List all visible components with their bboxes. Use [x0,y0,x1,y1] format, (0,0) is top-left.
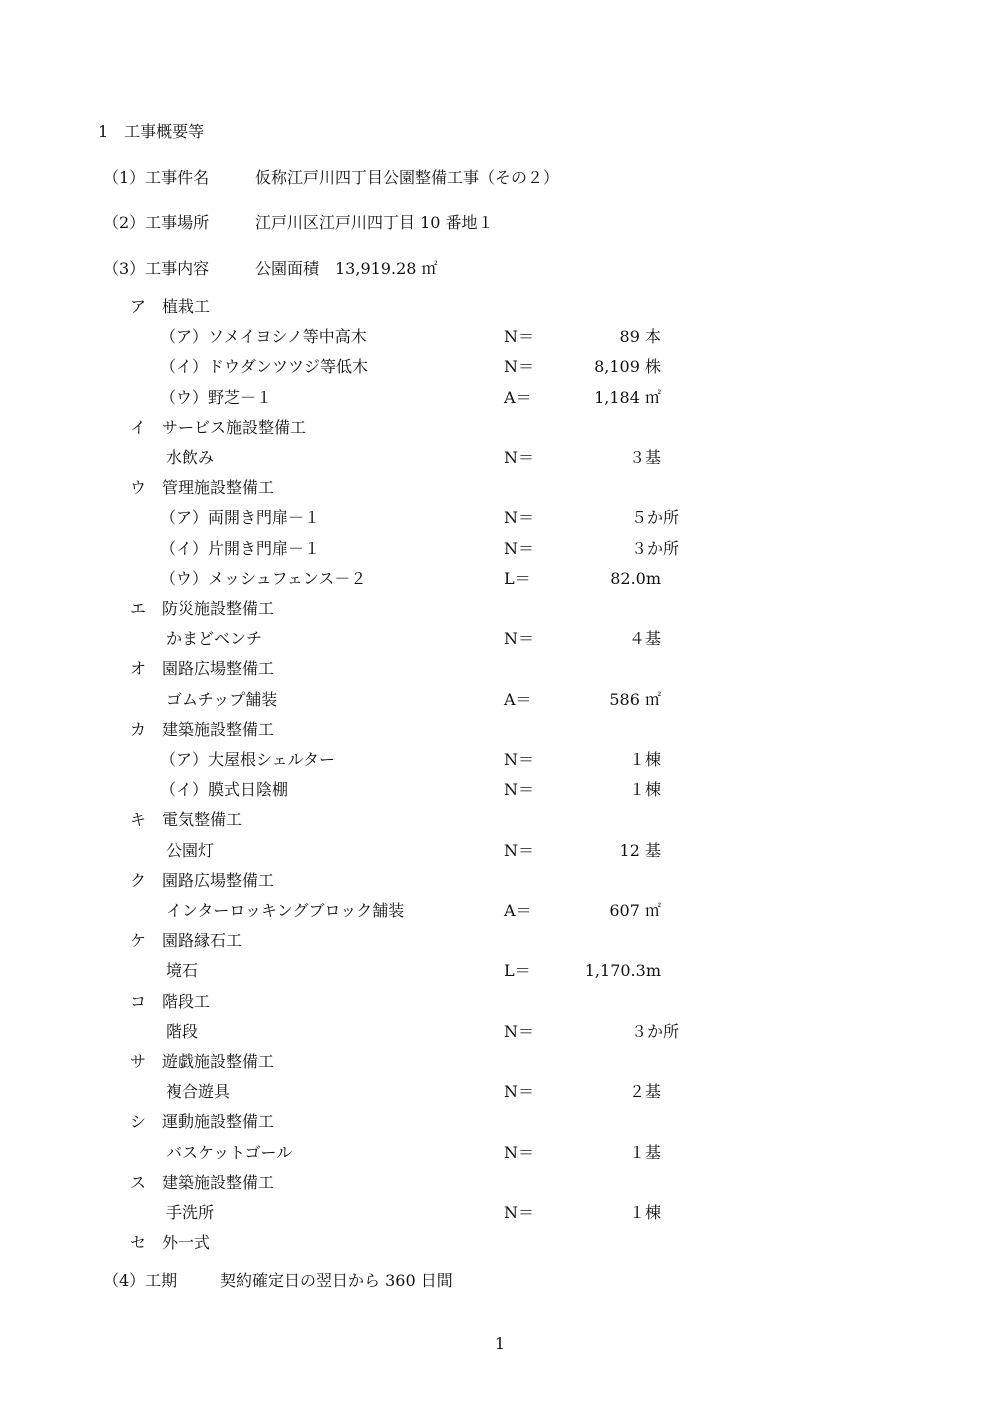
work-item-name: かまどベンチ [166,629,263,648]
project-location-value: 江戸川区江戸川四丁目 10 番地１ [255,213,494,232]
quantity-symbol: L＝ [504,569,531,588]
quantity-value: １棟 [628,1203,661,1222]
quantity-symbol: N＝ [504,1022,535,1041]
project-name-label: （1）工事件名 [103,168,210,187]
quantity-symbol: N＝ [504,750,535,769]
section-title: 1 工事概要等 [98,122,205,141]
work-item-name: 公園灯 [166,841,215,860]
quantity-symbol: N＝ [504,357,535,376]
quantity-symbol: L＝ [504,961,531,980]
project-content-value: 公園面積 13,919.28 ㎡ [255,259,438,278]
quantity-symbol: N＝ [504,508,535,527]
quantity-value: 1,170.3m [584,961,661,980]
quantity-symbol: N＝ [504,327,535,346]
work-item-name: （ア）大屋根シェルター [160,750,336,769]
work-item-name: 階段 [166,1022,199,1041]
category-heading: サ 遊戯施設整備工 [130,1052,275,1071]
quantity-value: 82.0m [610,569,661,588]
quantity-value: 586 ㎡ [609,690,661,709]
quantity-symbol: N＝ [504,539,535,558]
work-item-name: 水飲み [166,448,215,467]
quantity-value: ５か所 [630,508,679,527]
category-heading: ウ 管理施設整備工 [130,478,275,497]
category-heading: エ 防災施設整備工 [130,599,275,618]
quantity-value: ４基 [628,629,661,648]
category-heading: ケ 園路縁石工 [130,931,243,950]
work-item-name: 複合遊具 [166,1082,231,1101]
work-item-name: バスケットゴール [166,1143,293,1162]
quantity-value: ２基 [628,1082,661,1101]
quantity-value: 89 本 [619,327,661,346]
category-heading: オ 園路広場整備工 [130,659,275,678]
quantity-value: １棟 [628,780,661,799]
category-heading: ア 植栽工 [130,297,211,316]
quantity-value: 12 基 [619,841,661,860]
work-item-name: インターロッキングブロック舗装 [166,901,405,920]
work-item-name: （イ）ドウダンツツジ等低木 [160,357,369,376]
work-item-name: ゴムチップ舗装 [166,690,278,709]
category-heading: ク 園路広場整備工 [130,871,275,890]
category-heading: コ 階段工 [130,992,211,1011]
quantity-symbol: N＝ [504,841,535,860]
category-heading: セ 外一式 [130,1233,211,1252]
quantity-symbol: N＝ [504,1143,535,1162]
project-period-value: 契約確定日の翌日から 360 日間 [220,1271,453,1290]
category-heading: シ 運動施設整備工 [130,1112,275,1131]
work-item-name: （イ）片開き門扉－１ [160,539,321,558]
quantity-symbol: A＝ [504,690,532,709]
quantity-symbol: N＝ [504,629,535,648]
work-item-name: （ウ）メッシュフェンス－２ [160,569,367,588]
quantity-value: 8,109 株 [594,357,661,376]
page-number: 1 [494,1334,506,1353]
category-heading: カ 建築施設整備工 [130,720,275,739]
quantity-symbol: N＝ [504,1203,535,1222]
project-period-label: （4）工期 [103,1271,178,1290]
quantity-symbol: N＝ [504,1082,535,1101]
quantity-value: 607 ㎡ [609,901,661,920]
work-item-name: 境石 [166,961,199,980]
quantity-value: １棟 [628,750,661,769]
category-heading: キ 電気整備工 [130,810,243,829]
quantity-value: ３か所 [630,1022,679,1041]
work-item-name: （ア）両開き門扉－１ [160,508,321,527]
project-name-value: 仮称江戸川四丁目公園整備工事（その２） [255,168,560,187]
quantity-value: ３か所 [630,539,679,558]
category-heading: ス 建築施設整備工 [130,1173,275,1192]
quantity-value: ３基 [628,448,661,467]
quantity-symbol: N＝ [504,780,535,799]
quantity-symbol: A＝ [504,388,532,407]
work-item-name: （ウ）野芝－１ [160,388,273,407]
work-item-name: （ア）ソメイヨシノ等中高木 [160,327,367,346]
work-item-name: （イ）膜式日陰棚 [160,780,289,799]
project-location-label: （2）工事場所 [103,213,210,232]
quantity-value: 1,184 ㎡ [594,388,661,407]
quantity-value: １基 [628,1143,661,1162]
work-item-name: 手洗所 [166,1203,215,1222]
project-content-label: （3）工事内容 [103,259,210,278]
quantity-symbol: A＝ [504,901,532,920]
category-heading: イ サービス施設整備工 [130,418,307,437]
quantity-symbol: N＝ [504,448,535,467]
